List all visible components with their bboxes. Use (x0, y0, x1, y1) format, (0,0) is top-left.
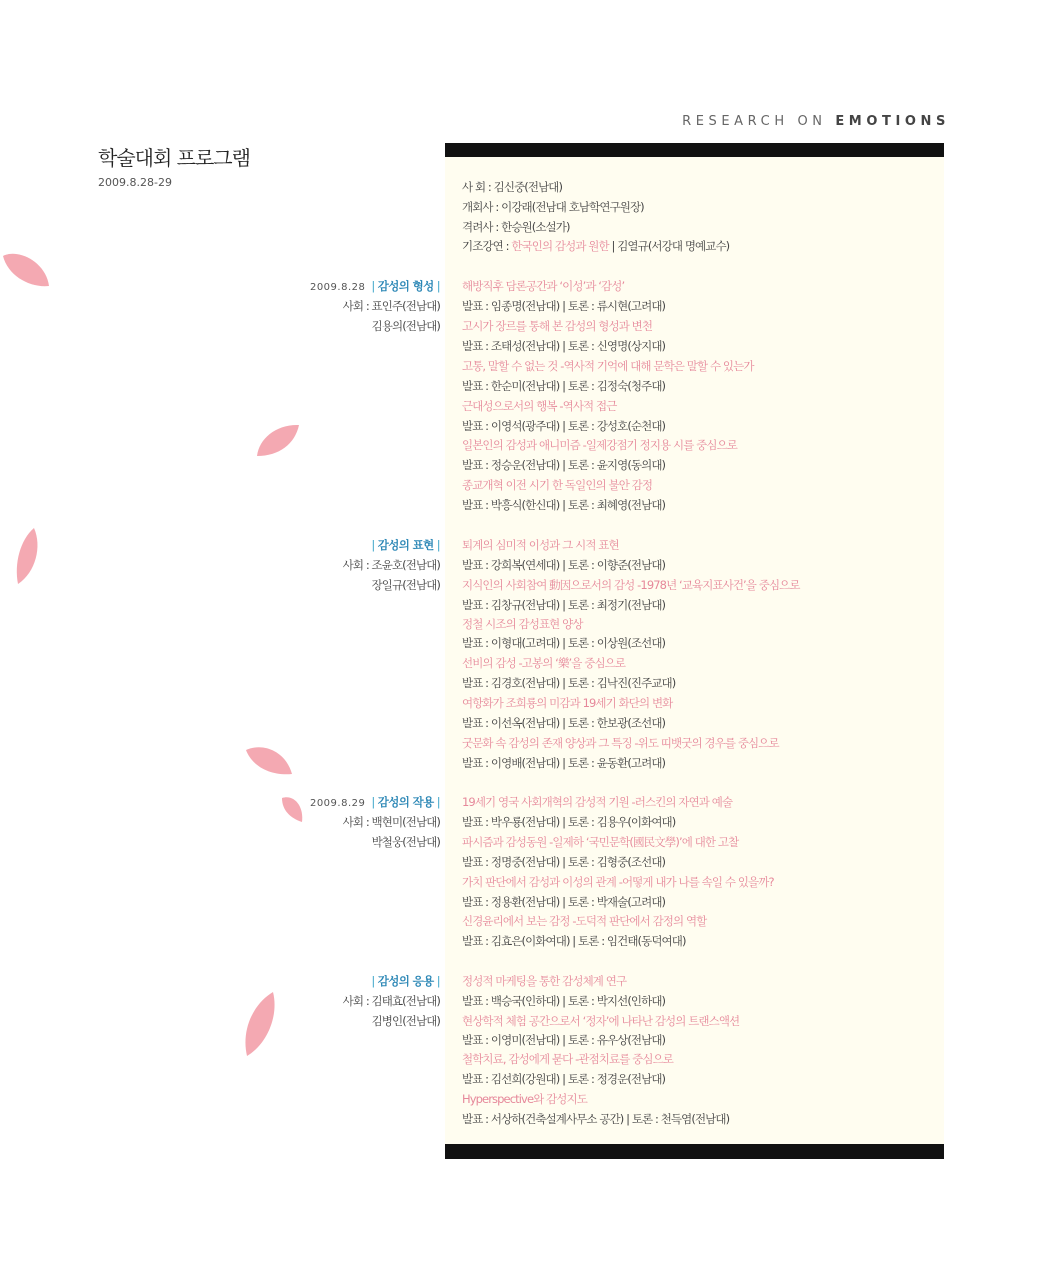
section-date: 2009.8.28 (309, 282, 366, 293)
talk-info: 발표 : 조태성(전남대) | 토론 : 신영명(상지대) (462, 339, 666, 353)
talk-title: 지식인의 사회참여 動因으로서의 감성 -1978년 ‘교육지표사건’을 중심으로 (462, 578, 800, 592)
page-title: 학술대회 프로그램 (98, 146, 250, 170)
section-moderator: 사회 : 김태효(전남대) (342, 994, 440, 1008)
page-date: 2009.8.28-29 (98, 176, 172, 189)
section-heading: 2009.8.28 | 감성의 형성 | (309, 279, 440, 293)
section-name: 감성의 표현 (377, 538, 434, 552)
talk-title: 정철 시조의 감성표현 양상 (462, 617, 583, 631)
petal-decoration-4 (244, 744, 294, 778)
talk-info: 발표 : 이영미(전남대) | 토론 : 유우상(전남대) (462, 1033, 666, 1047)
opening-moderator: 사 회 : 김신중(전남대) (462, 180, 563, 194)
talk-info: 발표 : 김경호(전남대) | 토론 : 김낙진(진주교대) (462, 676, 676, 690)
talk-title: 선비의 감성 -고봉의 ‘樂’을 중심으로 (462, 656, 626, 670)
talk-info: 발표 : 정명중(전남대) | 토론 : 김형중(조선대) (462, 855, 666, 869)
talk-title: 현상학적 체험 공간으로서 ‘정자’에 나타난 감성의 트랜스액션 (462, 1014, 740, 1028)
section-moderator: 사회 : 표인주(전남대) (342, 299, 440, 313)
talk-title: 철학치료, 감성에게 묻다 -관점치료를 중심으로 (462, 1052, 673, 1066)
section-moderator: 박철웅(전남대) (371, 835, 440, 849)
section-moderator: 김용의(전남대) (371, 319, 440, 333)
section-name: 감성의 응용 (377, 974, 434, 988)
panel-top-bar (445, 143, 944, 157)
talk-title: 굿문화 속 감성의 존재 양상과 그 특징 -위도 띠뱃굿의 경우를 중심으로 (462, 736, 779, 750)
petal-decoration-2 (255, 422, 301, 458)
series-emphasis: EMOTIONS (835, 114, 950, 129)
section-moderator: 사회 : 조윤호(전남대) (342, 558, 440, 572)
section-heading: 2009.8.29 | 감성의 작용 | (309, 795, 440, 809)
talk-title: 일본인의 감성과 애니미즘 -일제강점기 정지용 시를 중심으로 (462, 438, 738, 452)
keynote-title: 한국인의 감성과 원한 (511, 239, 609, 253)
talk-title: 고통, 말할 수 없는 것 -역사적 기억에 대해 문학은 말할 수 있는가 (462, 359, 754, 373)
talk-info: 발표 : 박우룡(전남대) | 토론 : 김용우(이화여대) (462, 815, 676, 829)
panel-bottom-bar (445, 1144, 944, 1159)
talk-info: 발표 : 김선희(강원대) | 토론 : 정경운(전남대) (462, 1072, 666, 1086)
series-label (660, 114, 950, 129)
opening-address: 개회사 : 이강래(전남대 호남학연구원장) (462, 200, 644, 214)
talk-info: 발표 : 이형대(고려대) | 토론 : 이상원(조선대) (462, 636, 666, 650)
talk-info: 발표 : 박흥식(한신대) | 토론 : 최혜영(전남대) (462, 498, 666, 512)
talk-info: 발표 : 백승국(인하대) | 토론 : 박지선(인하대) (462, 994, 666, 1008)
talk-info: 발표 : 이영석(광주대) | 토론 : 강성호(순천대) (462, 419, 666, 433)
talk-info: 발표 : 정승운(전남대) | 토론 : 윤지영(동의대) (462, 458, 666, 472)
section-moderator: 김병인(전남대) (371, 1014, 440, 1028)
talk-info: 발표 : 이영배(전남대) | 토론 : 윤동환(고려대) (462, 756, 666, 770)
talk-title: 퇴계의 심미적 이성과 그 시적 표현 (462, 538, 619, 552)
keynote-label: 기조강연 : (462, 239, 512, 253)
keynote (462, 238, 729, 254)
opening-encouragement: 격려사 : 한승원(소설가) (462, 220, 570, 234)
talk-title: 신경윤리에서 보는 감정 -도덕적 판단에서 감정의 역할 (462, 914, 707, 928)
talk-title: 고시가 장르를 통해 본 감성의 형성과 변천 (462, 319, 653, 333)
section-name: 감성의 작용 (377, 795, 434, 809)
talk-info: 발표 : 강희복(연세대) | 토론 : 이향준(전남대) (462, 558, 666, 572)
talk-title: 근대성으로서의 행복 -역사적 접근 (462, 399, 617, 413)
section-date: 2009.8.29 (309, 798, 366, 809)
talk-info: 발표 : 김창규(전남대) | 토론 : 최정기(전남대) (462, 598, 666, 612)
talk-title: 여항화가 조희룡의 미감과 19세기 화단의 변화 (462, 696, 673, 710)
section-heading: | 감성의 응용 | (371, 974, 440, 988)
talk-title: 19세기 영국 사회개혁의 감성적 기원 -러스킨의 자연과 예술 (462, 795, 733, 809)
series-prefix: RESEARCH ON (682, 114, 836, 129)
section-moderator: 사회 : 백현미(전남대) (342, 815, 440, 829)
talk-info: 발표 : 김효은(이화여대) | 토론 : 임건태(동덕여대) (462, 934, 686, 948)
talk-info: 발표 : 한순미(전남대) | 토론 : 김정숙(청주대) (462, 379, 666, 393)
talk-info: 발표 : 서상하(건축설계사무소 공간) | 토론 : 천득염(전남대) (462, 1112, 730, 1126)
section-name: 감성의 형성 (377, 279, 434, 293)
talk-title: 정성적 마케팅을 통한 감성체계 연구 (462, 974, 627, 988)
talk-info: 발표 : 이선옥(전남대) | 토론 : 한보광(조선대) (462, 716, 666, 730)
talk-title: 종교개혁 이전 시기 한 독일인의 불안 감정 (462, 478, 653, 492)
section-heading: | 감성의 표현 | (371, 538, 440, 552)
section-moderator: 장일규(전남대) (371, 578, 440, 592)
talk-info: 발표 : 정용환(전남대) | 토론 : 박재술(고려대) (462, 895, 666, 909)
talk-title: 파시즘과 감성동원 -일제하 ‘국민문학(國民文學)’에 대한 고찰 (462, 835, 739, 849)
keynote-speaker: | 김열규(서강대 명예교수) (608, 239, 730, 253)
talk-title: Hyperspective와 감성지도 (462, 1092, 587, 1106)
talk-title: 가치 판단에서 감성과 이성의 관계 -어떻게 내가 나를 속일 수 있을까? (462, 875, 774, 889)
talk-info: 발표 : 임종명(전남대) | 토론 : 류시현(고려대) (462, 299, 666, 313)
talk-title: 해방직후 담론공간과 ‘이성’과 ‘감성’ (462, 279, 625, 293)
